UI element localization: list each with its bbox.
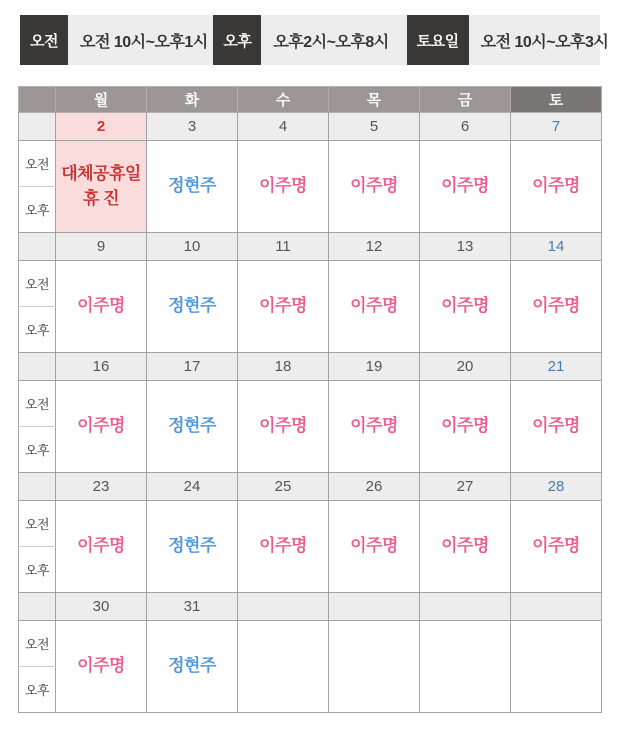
schedule-cell <box>420 501 511 593</box>
date-row <box>19 113 602 141</box>
row-label-am: 오전 <box>19 621 56 667</box>
hours-item <box>407 15 609 65</box>
schedule-text-line: 정현주 <box>168 656 216 676</box>
schedule-cell <box>147 501 238 593</box>
schedule-cell <box>329 381 420 473</box>
date-cell: 27 <box>420 473 511 501</box>
calendar-table <box>18 86 602 713</box>
day-header-row <box>19 87 602 113</box>
day-header-corner <box>19 87 56 113</box>
am-row <box>19 261 602 307</box>
date-cell: 2 <box>56 113 147 141</box>
date-cell: 23 <box>56 473 147 501</box>
schedule-cell <box>329 261 420 353</box>
date-cell <box>420 593 511 621</box>
date-cell: 18 <box>238 353 329 381</box>
schedule-cell <box>511 501 602 593</box>
day-header-cell: 토 <box>511 87 602 113</box>
date-row-corner <box>19 593 56 621</box>
hours-label-badge: 오전 <box>20 15 68 65</box>
hours-value: 오후2시~오후8시 <box>273 33 389 51</box>
schedule-text-line: 이주명 <box>259 416 307 436</box>
schedule-cell <box>511 141 602 233</box>
schedule-text-line: 이주명 <box>350 296 398 316</box>
hours-label-badge: 토요일 <box>407 15 469 65</box>
date-row-corner <box>19 113 56 141</box>
row-label-am: 오전 <box>19 261 56 307</box>
am-row <box>19 501 602 547</box>
schedule-text-line: 이주명 <box>77 296 125 316</box>
row-label-am: 오전 <box>19 141 56 187</box>
am-row <box>19 381 602 427</box>
schedule-text-line: 이주명 <box>441 296 489 316</box>
schedule-cell <box>329 501 420 593</box>
hours-value: 오전 10시~오후3시 <box>480 33 609 51</box>
am-row <box>19 621 602 667</box>
schedule-cell <box>238 261 329 353</box>
date-cell: 6 <box>420 113 511 141</box>
schedule-text-line: 이주명 <box>350 536 398 556</box>
schedule-cell <box>56 261 147 353</box>
date-cell: 25 <box>238 473 329 501</box>
schedule-cell <box>56 381 147 473</box>
schedule-cell <box>420 141 511 233</box>
row-label-pm: 오후 <box>19 547 56 593</box>
schedule-cell <box>238 381 329 473</box>
date-cell: 12 <box>329 233 420 261</box>
day-header-cell: 목 <box>329 87 420 113</box>
schedule-text-line: 정현주 <box>168 176 216 196</box>
date-cell: 16 <box>56 353 147 381</box>
schedule-cell <box>147 621 238 713</box>
date-cell: 7 <box>511 113 602 141</box>
holiday-cell <box>56 141 147 233</box>
date-row-corner <box>19 473 56 501</box>
schedule-text-line: 이주명 <box>350 176 398 196</box>
schedule-cell <box>238 501 329 593</box>
schedule-text-line: 이주명 <box>532 176 580 196</box>
schedule-text-line: 이주명 <box>532 416 580 436</box>
schedule-text-line: 이주명 <box>350 416 398 436</box>
schedule-text-line: 이주명 <box>532 536 580 556</box>
schedule-text-line: 정현주 <box>168 296 216 316</box>
schedule-text-line: 휴 진 <box>82 188 120 208</box>
clinic-hours-bar <box>20 15 609 65</box>
schedule-cell <box>329 141 420 233</box>
schedule-cell <box>420 261 511 353</box>
date-cell <box>329 593 420 621</box>
date-cell: 13 <box>420 233 511 261</box>
schedule-text-line: 이주명 <box>532 296 580 316</box>
date-row <box>19 233 602 261</box>
date-cell: 5 <box>329 113 420 141</box>
schedule-text-line: 이주명 <box>77 656 125 676</box>
date-row <box>19 353 602 381</box>
row-label-pm: 오후 <box>19 187 56 233</box>
hours-label-badge: 오후 <box>213 15 261 65</box>
row-label-pm: 오후 <box>19 667 56 713</box>
schedule-cell <box>511 381 602 473</box>
hours-item <box>20 15 213 65</box>
date-cell: 9 <box>56 233 147 261</box>
date-cell: 14 <box>511 233 602 261</box>
schedule-cell <box>238 141 329 233</box>
row-label-pm: 오후 <box>19 427 56 473</box>
schedule-text-line: 대체공휴일 <box>61 163 141 183</box>
date-cell <box>511 593 602 621</box>
date-cell: 24 <box>147 473 238 501</box>
schedule-cell <box>56 501 147 593</box>
schedule-text-line: 이주명 <box>77 536 125 556</box>
day-header-cell: 월 <box>56 87 147 113</box>
calendar-body <box>19 87 602 713</box>
schedule-cell <box>147 381 238 473</box>
date-cell <box>238 593 329 621</box>
schedule-text-line: 이주명 <box>441 536 489 556</box>
day-header-cell: 화 <box>147 87 238 113</box>
date-cell: 19 <box>329 353 420 381</box>
date-cell: 26 <box>329 473 420 501</box>
date-cell: 17 <box>147 353 238 381</box>
day-header-cell: 금 <box>420 87 511 113</box>
date-cell: 10 <box>147 233 238 261</box>
date-row-corner <box>19 353 56 381</box>
schedule-text-line: 정현주 <box>168 416 216 436</box>
schedule-cell <box>420 381 511 473</box>
date-cell: 20 <box>420 353 511 381</box>
hours-item <box>213 15 406 65</box>
schedule-cell <box>56 621 147 713</box>
schedule-cell <box>147 261 238 353</box>
schedule-cell <box>420 621 511 713</box>
date-cell: 31 <box>147 593 238 621</box>
date-row <box>19 473 602 501</box>
am-row <box>19 141 602 187</box>
date-cell: 11 <box>238 233 329 261</box>
schedule-cell <box>147 141 238 233</box>
date-cell: 3 <box>147 113 238 141</box>
schedule-cell <box>329 621 420 713</box>
schedule-text-line: 이주명 <box>259 176 307 196</box>
schedule-cell <box>238 621 329 713</box>
row-label-pm: 오후 <box>19 307 56 353</box>
schedule-text-line: 이주명 <box>259 296 307 316</box>
schedule-text-line: 이주명 <box>77 416 125 436</box>
date-row-corner <box>19 233 56 261</box>
schedule-text-line: 이주명 <box>259 536 307 556</box>
schedule-text-line: 이주명 <box>441 416 489 436</box>
row-label-am: 오전 <box>19 381 56 427</box>
hours-value: 오전 10시~오후1시 <box>79 33 208 51</box>
schedule-text-line: 이주명 <box>441 176 489 196</box>
date-cell: 28 <box>511 473 602 501</box>
schedule-cell <box>511 261 602 353</box>
schedule-cell <box>511 621 602 713</box>
date-cell: 4 <box>238 113 329 141</box>
calendar-container <box>18 86 602 713</box>
schedule-text-line: 정현주 <box>168 536 216 556</box>
date-row <box>19 593 602 621</box>
date-cell: 30 <box>56 593 147 621</box>
row-label-am: 오전 <box>19 501 56 547</box>
day-header-cell: 수 <box>238 87 329 113</box>
date-cell: 21 <box>511 353 602 381</box>
